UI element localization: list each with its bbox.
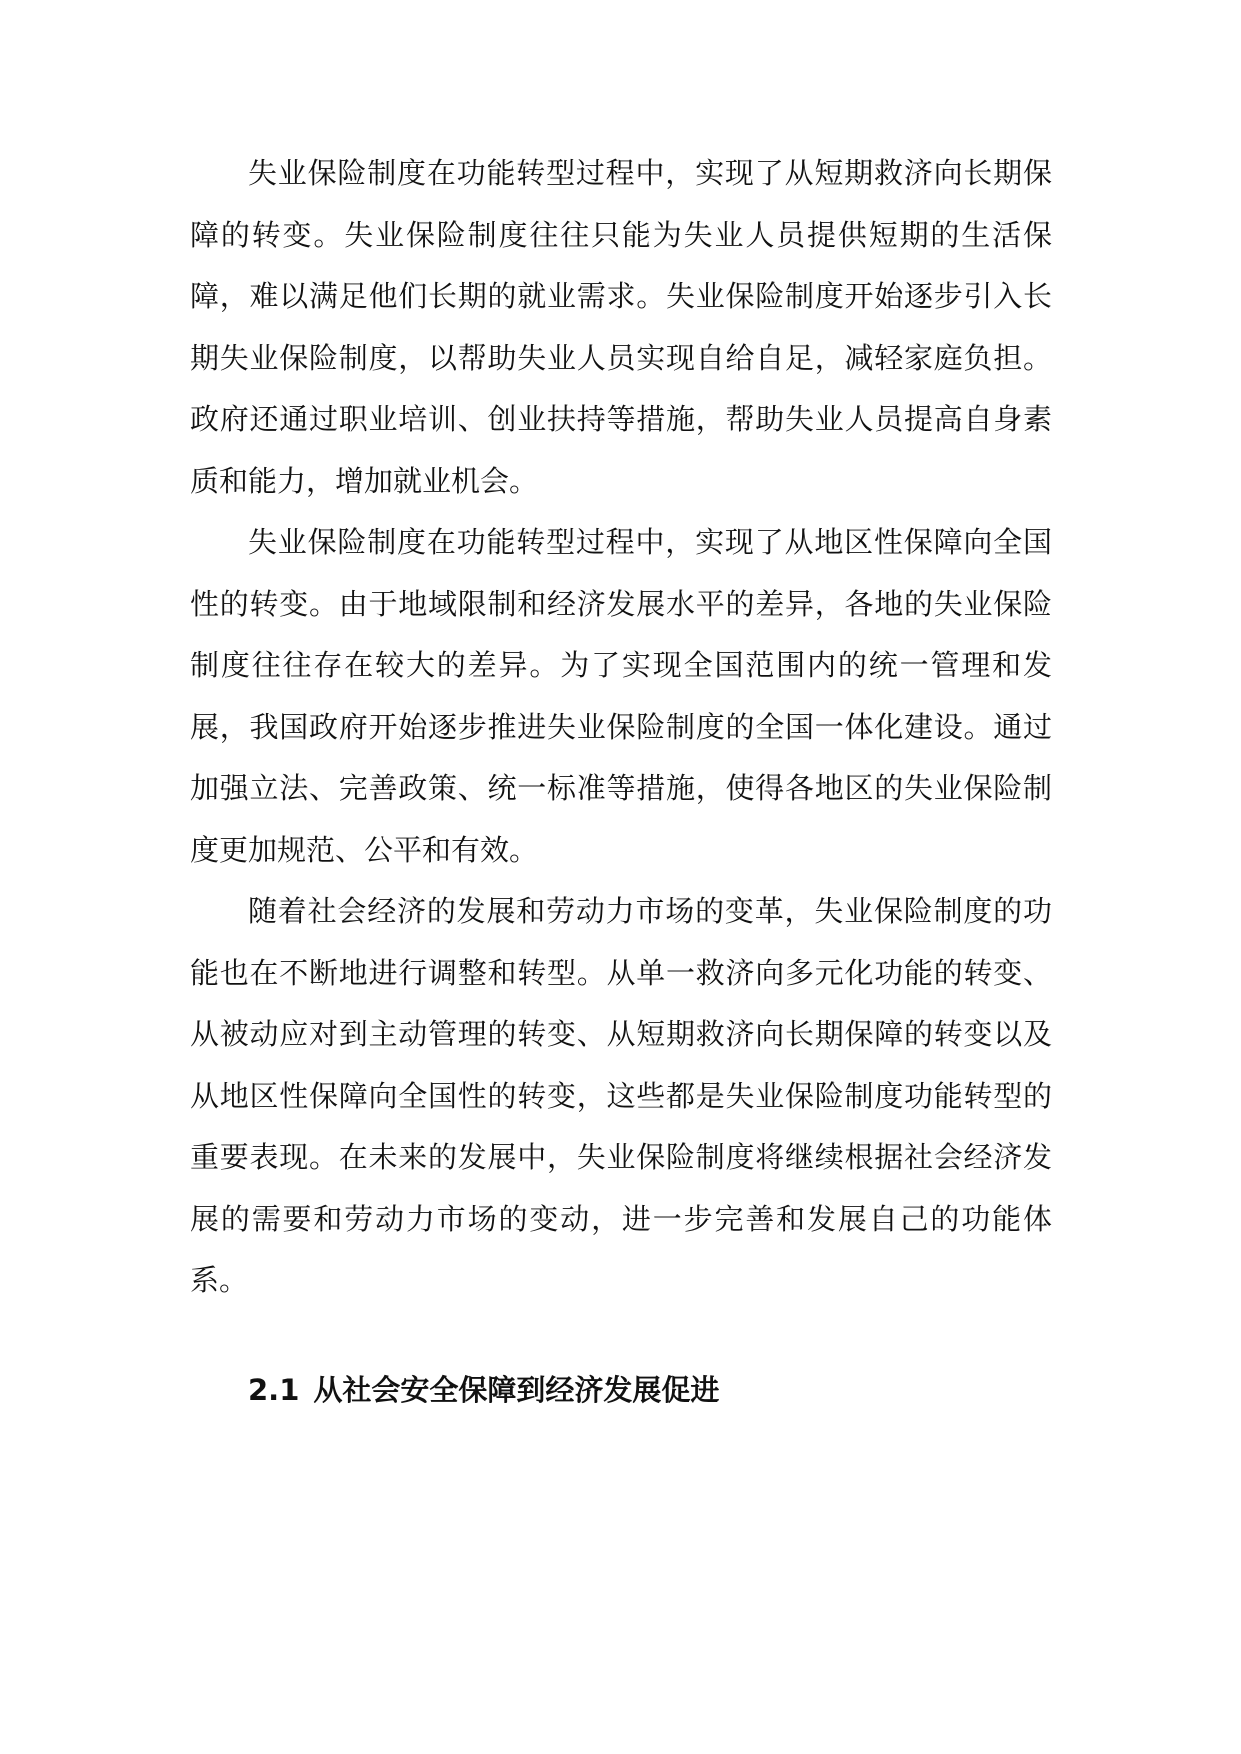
paragraph-summary: 随着社会经济的发展和劳动力市场的变革，失业保险制度的功能也在不断地进行调整和转型。从单一救济向多元化功能的转变、从被动应对到主动管理的转变、从短期救济向长期保障的转变以及从地区性保障向全国性的转变，这些都是失业保险制度功能转型的重要表现。在未来的发展中，失业保险制度将继续根据社会经济发展的需要和劳动力市场的变动，进一步完善和发展自己的功能体系。 [190,894,1052,1297]
section-title: 从社会安全保障到经济发展促进 [313,1372,720,1407]
paragraph-short-to-long-term: 失业保险制度在功能转型过程中，实现了从短期救济向长期保障的转变。失业保险制度往往只能为失业人员提供短期的生活保障，难以满足他们长期的就业需求。失业保险制度开始逐步引入长期失业保险制度，以帮助失业人员实现自给自足，减轻家庭负担。政府还通过职业培训、创业扶持等措施，帮助失业人员提高自身素质和能力，增加就业机会。 [190,156,1052,498]
section-number: 2.1 [248,1372,300,1407]
document-body [190,143,1052,1421]
paragraph-regional-to-national: 失业保险制度在功能转型过程中，实现了从地区性保障向全国性的转变。由于地域限制和经济发展水平的差异，各地的失业保险制度往往存在较大的差异。为了实现全国范围内的统一管理和发展，我国政府开始逐步推进失业保险制度的全国一体化建设。通过加强立法、完善政策、统一标准等措施，使得各地区的失业保险制度更加规范、公平和有效。 [190,525,1052,867]
section-heading [190,1360,1052,1422]
